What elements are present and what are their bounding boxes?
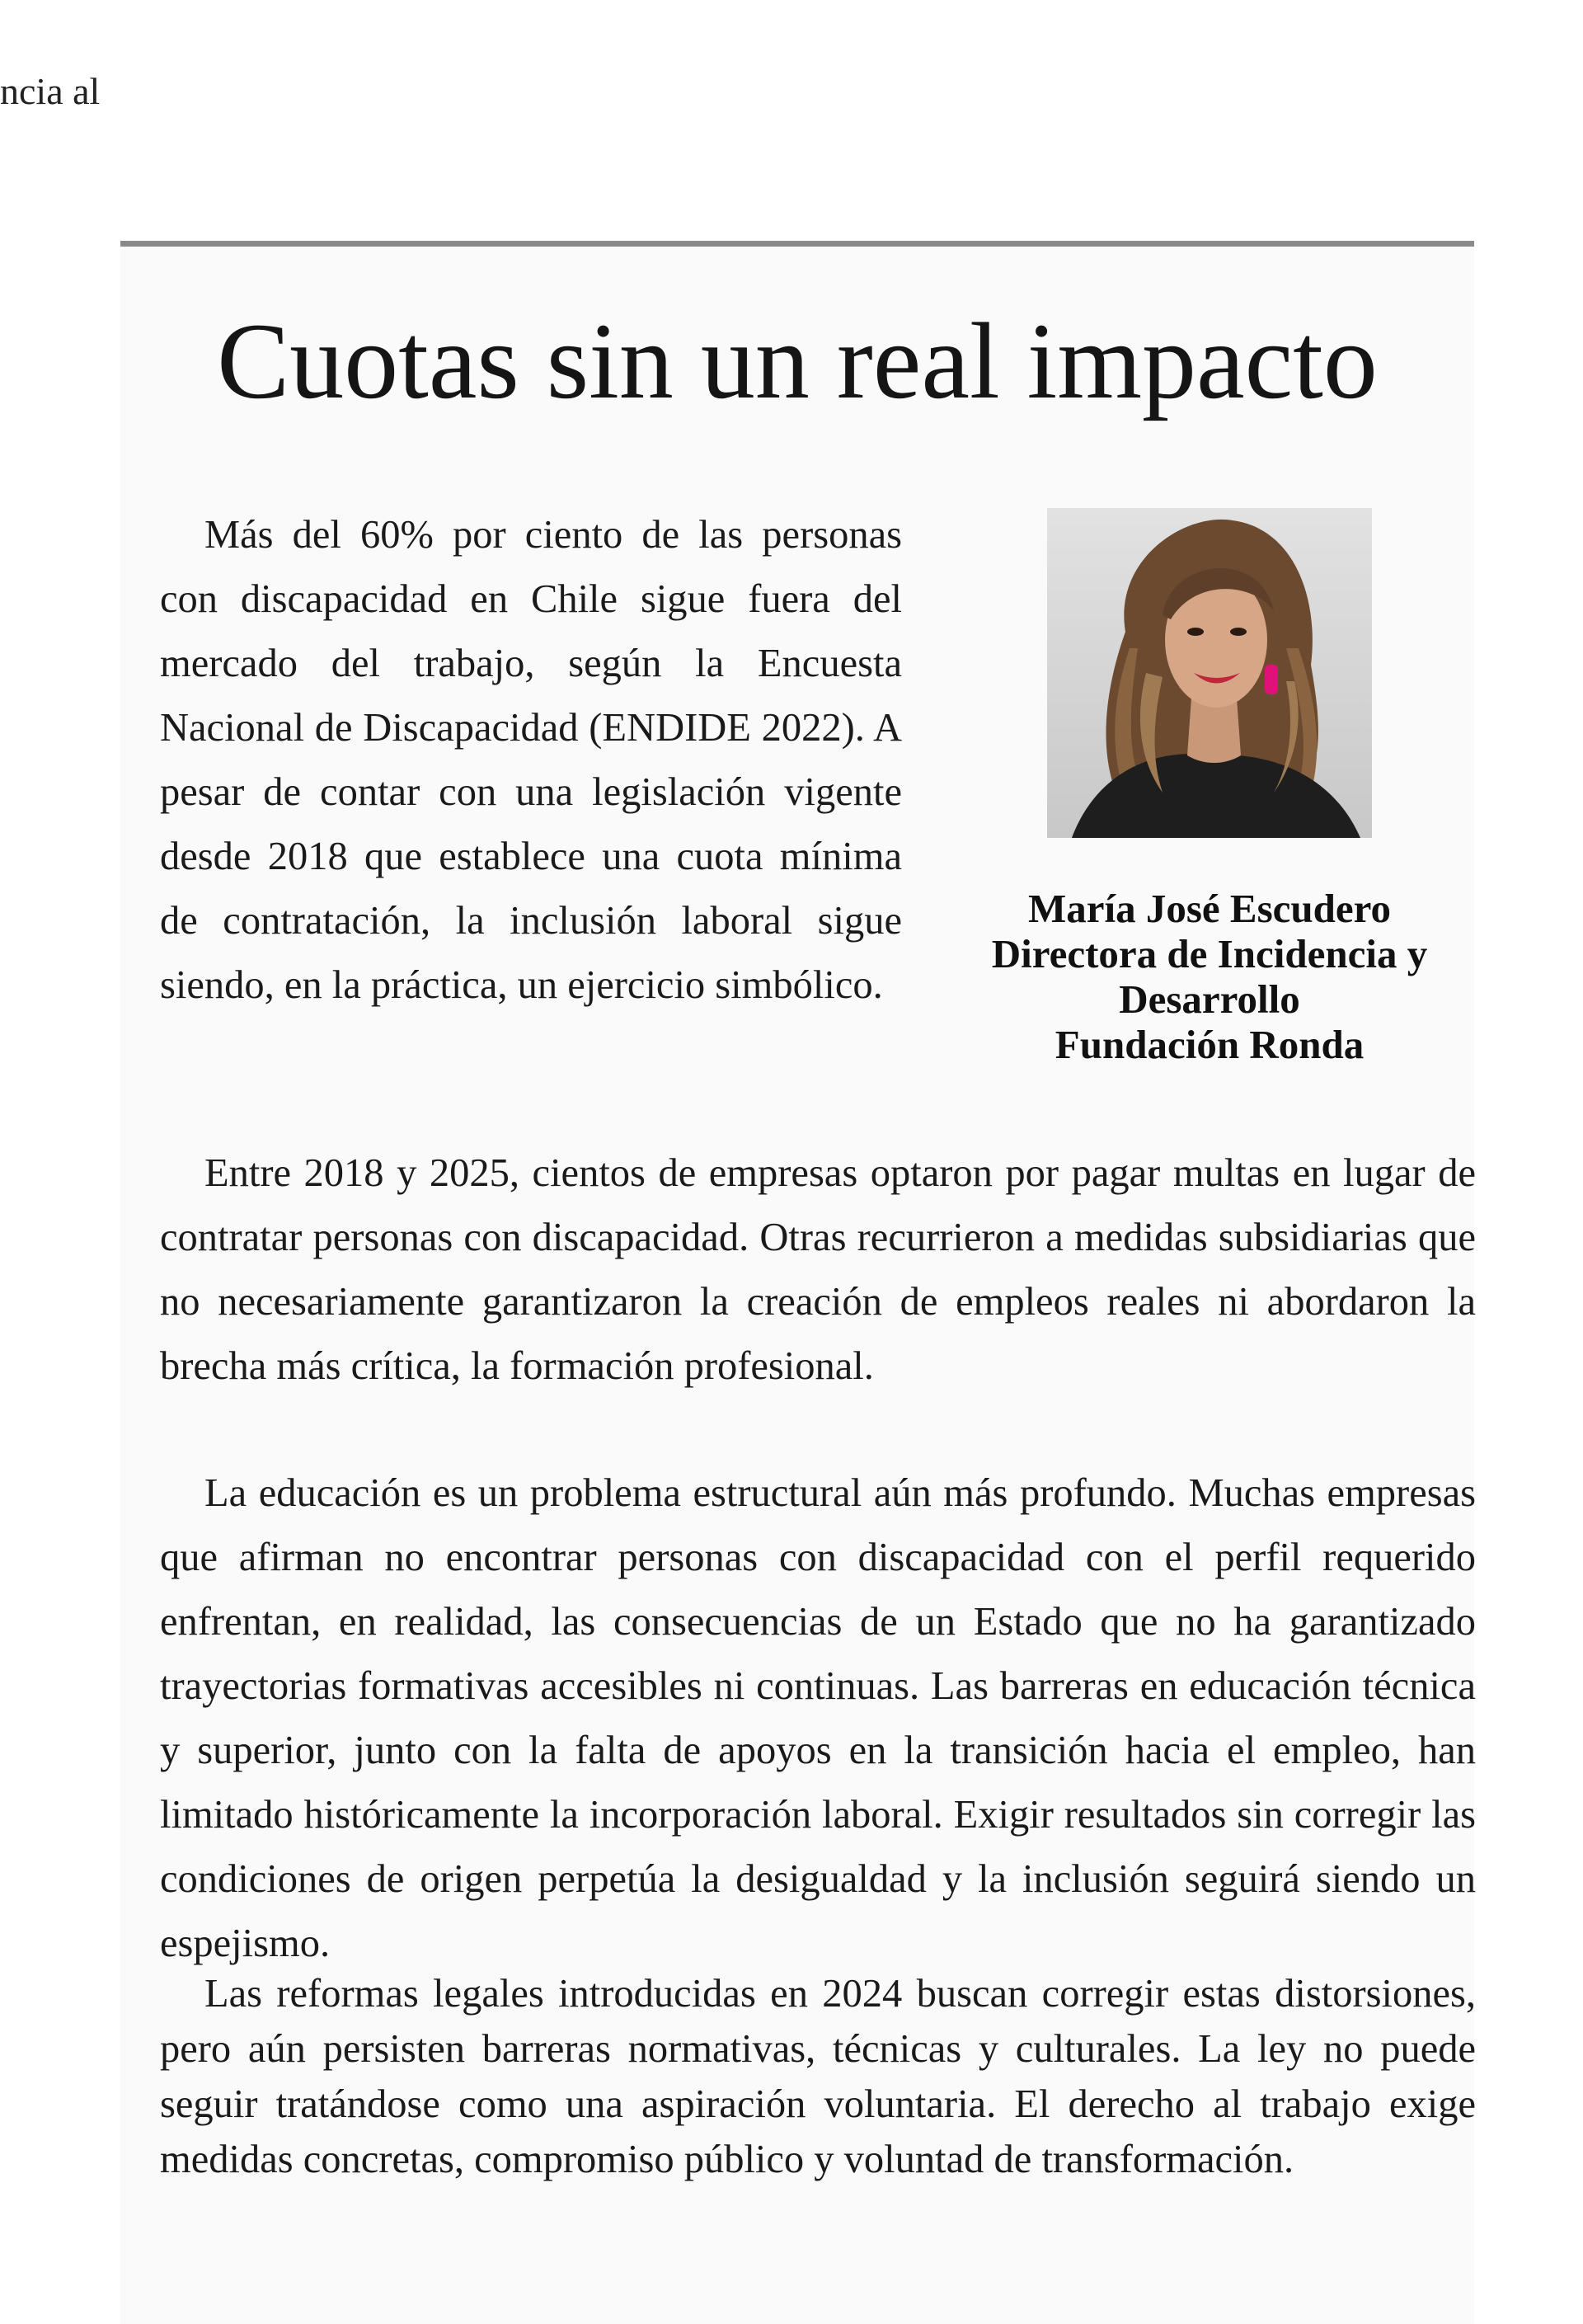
body-paragraph: Las reformas legales introducidas en 2024 buscan corregir estas distorsiones, pero aún persisten barreras normativas, técnicas y culturales. La ley no puede seguir tratándose como una aspiración voluntaria. El derecho al trabajo exige medidas concretas, compromiso público y voluntad de transformación. <box>160 1972 1476 2181</box>
author-byline <box>945 886 1474 1067</box>
portrait-photo-icon <box>1047 508 1372 838</box>
author-role-line-2: Desarrollo <box>1119 976 1300 1022</box>
top-rule <box>120 241 1474 247</box>
author-role-line-1: Directora de Incidencia y <box>991 931 1428 976</box>
previous-column-fragment: ncia al <box>0 70 101 112</box>
author-photo <box>1047 508 1372 838</box>
article-title: Cuotas sin un real impacto <box>217 300 1378 421</box>
opinion-article <box>120 241 1474 2324</box>
body-paragraph: Entre 2018 y 2025, cientos de empresas optaron por pagar multas en lugar de contratar personas con discapacidad. Otras recurrieron a medidas subsidiarias que no necesariamente garantizaron la creación de empleos reales ni abordaron la brecha más crítica, la formación profesional. <box>160 1151 1476 1388</box>
body-paragraph: La educación es un problema estructural aún más profundo. Muchas empresas que afirman no encontrar personas con discapacidad con el perfil requerido enfrentan, en realidad, las consecuencias de un Estado que no ha garantizado trayectorias formativas accesibles ni continuas. Las barreras en educación técnica y superior, junto con la falta de apoyos en la transición hacia el empleo, han limitado históricamente la incorporación laboral. Exigir resultados sin corregir las condiciones de origen perpetúa la desigualdad y la inclusión seguirá siendo un espejismo. <box>160 1471 1476 1965</box>
author-organization: Fundación Ronda <box>1055 1022 1365 1067</box>
author-name: María José Escudero <box>1027 886 1392 931</box>
lead-paragraph: Más del 60% por ciento de las personas con discapacidad en Chile sigue fuera del mercado del trabajo, según la Encuesta Nacional de Discapacidad (ENDIDE 2022). A pesar de contar con una legislación vigente desde 2018 que establece una cuota mínima de contratación, la inclusión laboral sigue siendo, en la práctica, un ejercicio simbólico. <box>160 513 902 1007</box>
